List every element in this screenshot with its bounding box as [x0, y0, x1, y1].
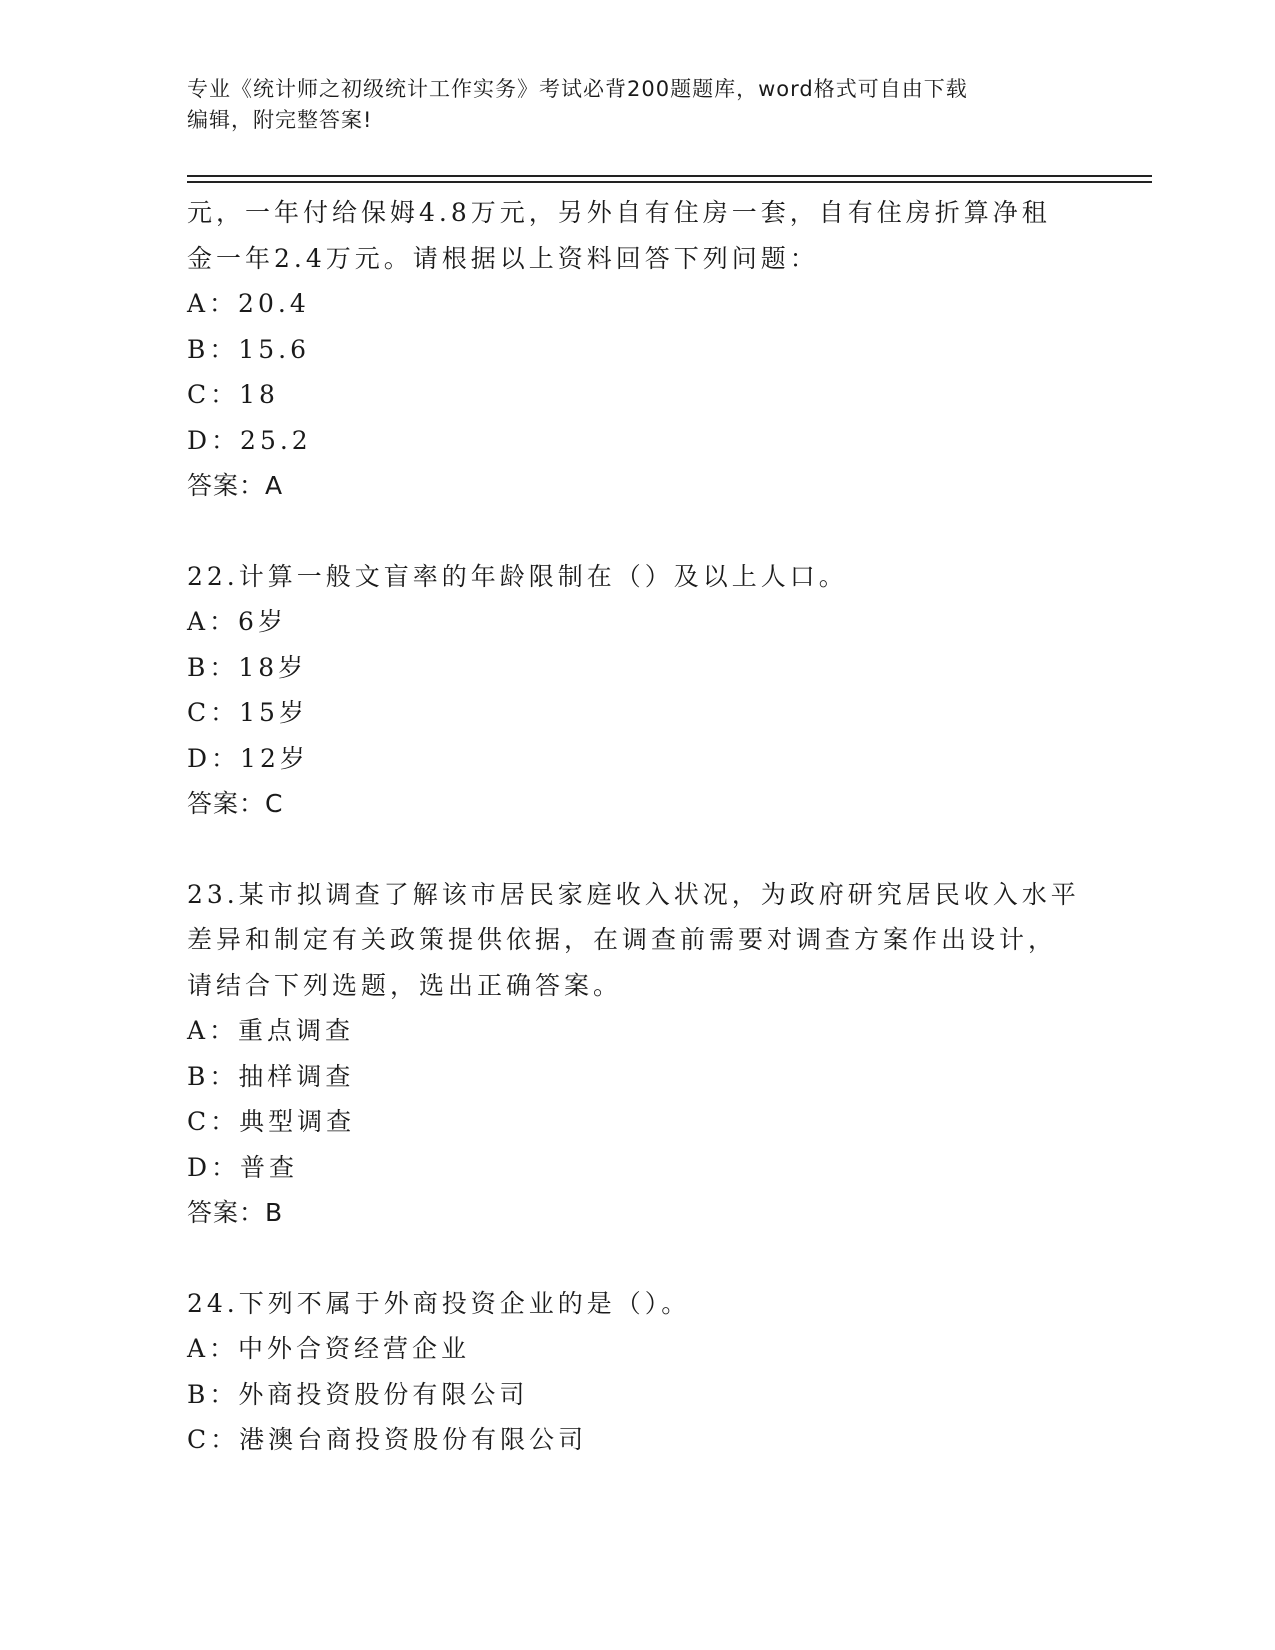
answer-line: 答案：A [187, 471, 284, 500]
question-22 [187, 554, 1087, 827]
option-d: D：普查 [187, 1152, 299, 1182]
header-line-1: 专业《统计师之初级统计工作实务》考试必背200题题库，word格式可自由下载 [187, 77, 968, 101]
question-text-line: 金一年2.4万元。请根据以上资料回答下列问题： [187, 243, 819, 273]
option-a: A：中外合资经营企业 [187, 1334, 471, 1363]
header-line-2: 编辑，附完整答案! [187, 108, 373, 132]
option-a: A：重点调查 [187, 1016, 355, 1045]
option-c: C：15岁 [187, 698, 308, 727]
option-c: C：港澳台商投资股份有限公司 [187, 1425, 588, 1454]
question-spacer [187, 827, 1087, 872]
option-b: B：外商投资股份有限公司 [187, 1379, 529, 1409]
question-24 [187, 1281, 1087, 1463]
question-23 [187, 872, 1087, 1236]
header-rule-bottom [187, 181, 1152, 183]
header-rule-top [187, 175, 1152, 177]
option-d: D：12岁 [187, 743, 309, 773]
question-stem: 请结合下列选题，选出正确答案。 [187, 970, 623, 1000]
page-header [187, 74, 1087, 136]
question-spacer [187, 1236, 1087, 1281]
option-c: C：典型调查 [187, 1107, 356, 1136]
question-text-line: 元，一年付给保姆4.8万元，另外自有住房一套，自有住房折算净租 [187, 198, 1051, 227]
option-c: C：18 [187, 380, 279, 409]
answer-line: 答案：B [187, 1198, 284, 1227]
answer-line: 答案：C [187, 789, 284, 818]
option-b: B：18岁 [187, 652, 308, 682]
option-b: B：15.6 [187, 334, 311, 364]
question-list [187, 190, 1087, 1463]
question-spacer [187, 509, 1087, 554]
option-a: A：20.4 [187, 289, 310, 318]
question-stem: 24.下列不属于外商投资企业的是（）。 [187, 1288, 691, 1318]
question-stem: 差异和制定有关政策提供依据，在调查前需要对调查方案作出设计， [187, 925, 1058, 954]
question-stem: 23.某市拟调查了解该市居民家庭收入状况，为政府研究居民收入水平 [187, 879, 1080, 909]
option-b: B：抽样调查 [187, 1061, 355, 1091]
question-stem: 22.计算一般文盲率的年龄限制在（）及以上人口。 [187, 561, 848, 591]
question-continuation [187, 190, 1087, 509]
option-a: A：6岁 [187, 607, 287, 636]
option-d: D：25.2 [187, 425, 312, 455]
